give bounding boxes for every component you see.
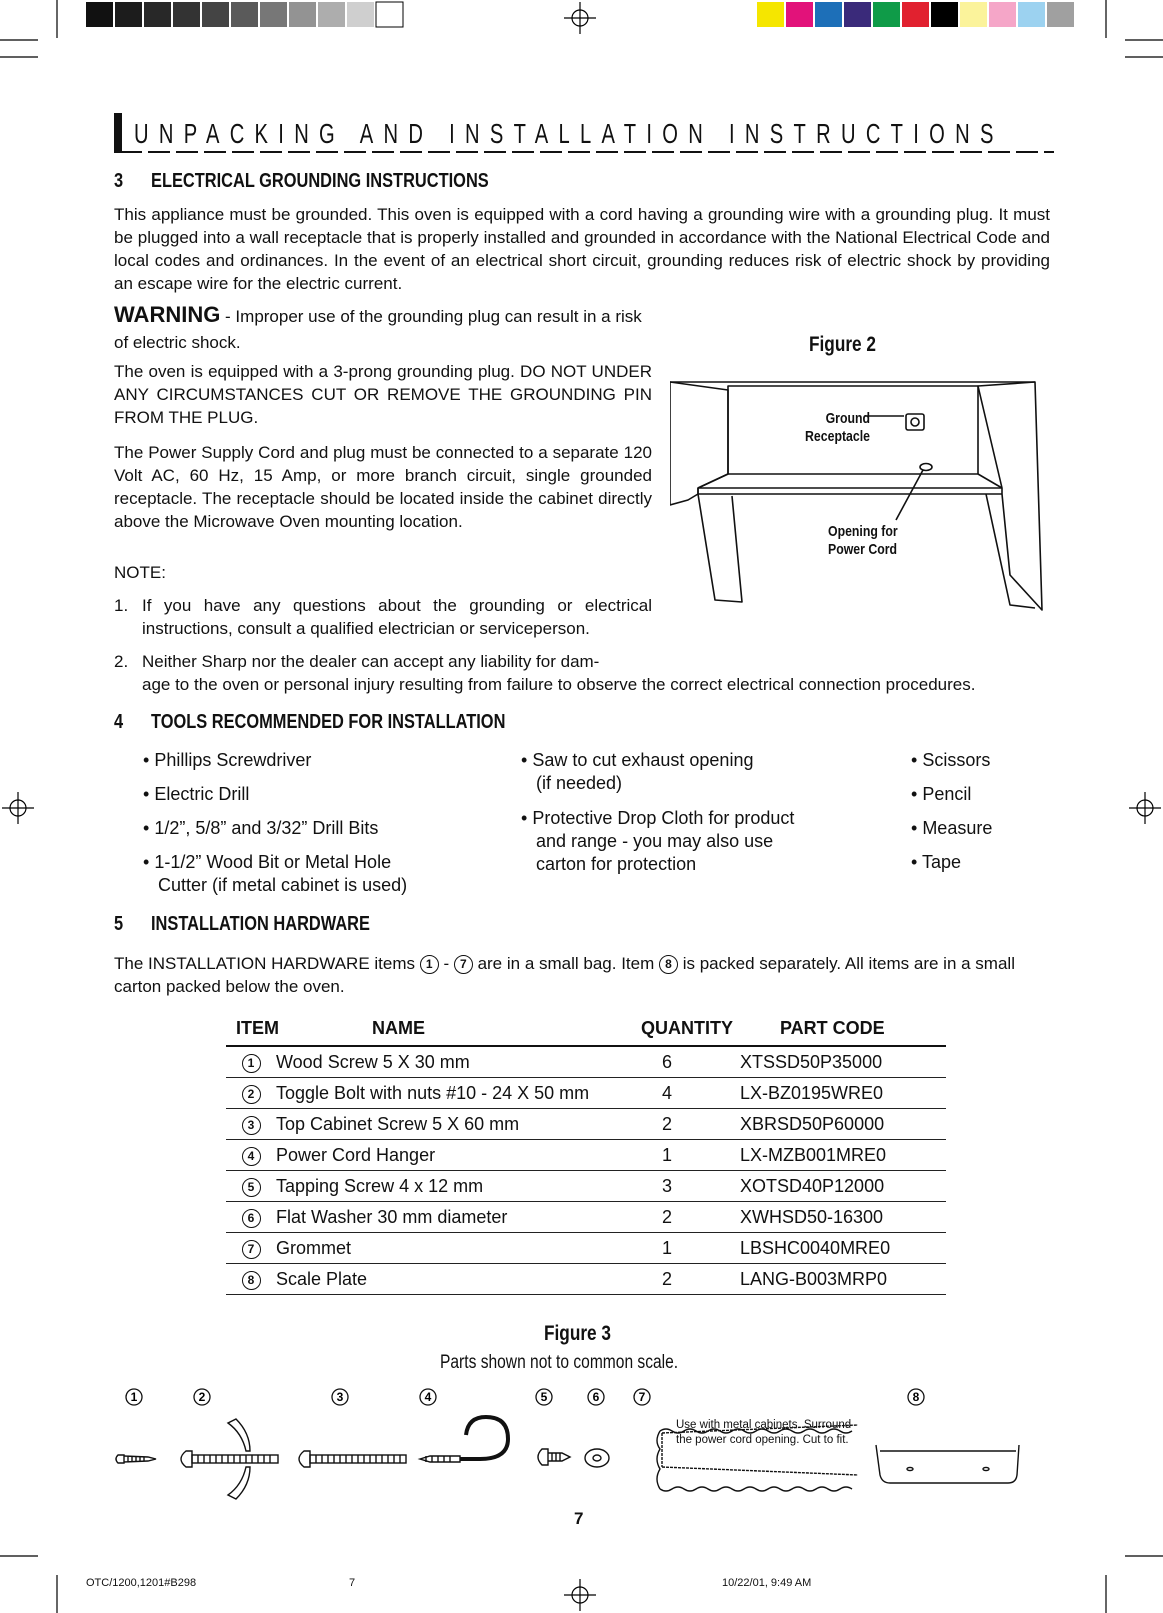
figure-3-item-label: 4: [424, 1390, 432, 1404]
section-3-intro: This appliance must be grounded. This oven is equipped with a cord having a grounding wire with a grounding plug. It must be plugged into a wall receptacle that is properly installed and grounded in accordance with the National Electrical Code and local codes and ordinances. In the event of an electrical short circuit, grounding reduces risk of electric shock by providing an escape wire for the electric current.: [114, 205, 1050, 293]
cell-quantity: 2: [662, 1202, 740, 1233]
parts-table-header: [226, 1018, 946, 1047]
section-5-title: INSTALLATION HARDWARE: [151, 913, 370, 935]
page-title: UNPACKING AND INSTALLATION INSTRUCTIONS: [134, 118, 1004, 149]
figure-3-item-label: 7: [638, 1390, 646, 1404]
cell-part-code: XBRSD50P60000: [740, 1109, 946, 1140]
col-header-name: NAME: [372, 1018, 425, 1038]
slug-page: 7: [349, 1577, 356, 1589]
registration-mark-top: [564, 2, 596, 34]
tool-item-continuation: carton for protection: [536, 854, 697, 874]
cell-quantity: 1: [662, 1233, 740, 1264]
note-label: NOTE:: [114, 563, 166, 582]
tool-item-continuation: Cutter (if metal cabinet is used): [158, 875, 408, 895]
tool-item: • Measure: [911, 818, 993, 838]
section-3-number: 3: [114, 170, 124, 192]
warning-text: - Improper use of the grounding plug can result in a risk of electric shock.: [114, 307, 642, 352]
item-number-badge: 2: [242, 1085, 261, 1104]
flat-washer-drawing: [585, 1449, 609, 1467]
cell-quantity: 1: [662, 1140, 740, 1171]
cell-part-code: XOTSD40P12000: [740, 1171, 946, 1202]
tool-item: • 1/2”, 5/8” and 3/32” Drill Bits: [143, 818, 379, 838]
col-header-part-code: PART CODE: [780, 1018, 885, 1038]
registration-mark-right: [1129, 792, 1161, 824]
color-bar: [757, 2, 1074, 27]
cell-name: Toggle Bolt with nuts #10 - 24 X 50 mm: [276, 1078, 662, 1109]
wood-screw-drawing: [116, 1455, 156, 1463]
table-row: [226, 1109, 946, 1140]
item-number-badge: 3: [242, 1116, 261, 1135]
col-header-quantity: QUANTITY: [641, 1018, 733, 1038]
cell-part-code: LANG-B003MRP0: [740, 1264, 946, 1295]
item-number-badge: 7: [242, 1240, 261, 1259]
figure-3-item-label: 3: [336, 1390, 344, 1404]
item-number-badge: 1: [242, 1054, 261, 1073]
figure-3-item-label: 8: [912, 1390, 920, 1404]
cell-item: [226, 1233, 276, 1264]
note-2-line-1: Neither Sharp nor the dealer can accept any liability for dam-: [142, 652, 600, 671]
section-3-title: ELECTRICAL GROUNDING INSTRUCTIONS: [151, 170, 489, 192]
section-4-number: 4: [114, 711, 124, 733]
section-4-title: TOOLS RECOMMENDED FOR INSTALLATION: [151, 711, 506, 733]
cell-item: [226, 1202, 276, 1233]
table-row: [226, 1233, 946, 1264]
tapping-screw-drawing: [538, 1449, 570, 1465]
registration-mark-bottom: [564, 1579, 596, 1611]
figure-3-title: Figure 3: [544, 1322, 611, 1345]
figure-3-item-label: 2: [198, 1390, 206, 1404]
tool-item-continuation: (if needed): [536, 773, 623, 793]
item-number-badge: 1: [420, 955, 439, 974]
table-row: [226, 1264, 946, 1295]
tool-item: • Saw to cut exhaust opening: [521, 750, 754, 770]
grounding-plug-paragraph: The oven is equipped with a 3-prong grounding plug. DO NOT UNDER ANY CIRCUMSTANCES CUT OR REMOVE THE GROUNDING PIN FROM THE PLUG.: [114, 362, 652, 427]
gray-scale-bar: [86, 2, 403, 27]
figure-3-parts-illustration: [110, 1385, 1060, 1505]
table-row: [226, 1078, 946, 1109]
section-5-intro: The INSTALLATION HARDWARE items 1 - 7 are in a small bag. Item 8 is packed separately. All items are in a small carton packed below the oven.: [114, 954, 1015, 996]
ground-receptacle-label: Ground Receptacle: [805, 410, 870, 445]
tool-item: • Protective Drop Cloth for product: [521, 808, 795, 828]
slug-file-name: OTC/1200,1201#B298: [86, 1577, 197, 1589]
tool-item: • Pencil: [911, 784, 972, 804]
figure-2-cabinet-illustration: [670, 370, 1050, 620]
grommet-note: Use with metal cabinets. Surround the power cord opening. Cut to fit.: [676, 1419, 852, 1446]
power-cord-hanger-drawing: [420, 1417, 508, 1462]
cell-name: Scale Plate: [276, 1264, 662, 1295]
opening-for-power-cord-label: Opening for Power Cord: [828, 523, 898, 558]
top-cabinet-screw-drawing: [299, 1451, 406, 1467]
scale-plate-drawing: [876, 1445, 1019, 1483]
cell-quantity: 6: [662, 1047, 740, 1078]
header-dashed-rule: [120, 150, 1054, 154]
note-1-number: 1.: [114, 596, 129, 615]
page-number: 7: [574, 1509, 584, 1528]
note-2-line-2: age to the oven or personal injury resulting from failure to observe the correct electrical connection procedures.: [142, 675, 976, 694]
cell-name: Top Cabinet Screw 5 X 60 mm: [276, 1109, 662, 1140]
cell-part-code: LX-BZ0195WRE0: [740, 1078, 946, 1109]
cell-part-code: XTSSD50P35000: [740, 1047, 946, 1078]
figure-3-subtitle: Parts shown not to common scale.: [440, 1352, 679, 1373]
cell-name: Wood Screw 5 X 30 mm: [276, 1047, 662, 1078]
item-number-badge: 7: [454, 955, 473, 974]
warning-label: WARNING: [114, 302, 221, 327]
tool-item: • Phillips Screwdriver: [143, 750, 312, 770]
cell-quantity: 2: [662, 1264, 740, 1295]
item-number-badge: 6: [242, 1209, 261, 1228]
tool-item: • Electric Drill: [143, 784, 250, 804]
figure-3-item-label: 6: [592, 1390, 600, 1404]
cell-item: [226, 1171, 276, 1202]
cell-quantity: 3: [662, 1171, 740, 1202]
item-number-badge: 4: [242, 1147, 261, 1166]
slug-date: 10/22/01, 9:49 AM: [722, 1577, 812, 1589]
cell-part-code: XWHSD50-16300: [740, 1202, 946, 1233]
registration-mark-left: [2, 792, 34, 824]
table-row: [226, 1171, 946, 1202]
cell-part-code: LX-MZB001MRE0: [740, 1140, 946, 1171]
tool-item: • Scissors: [911, 750, 991, 770]
cell-name: Flat Washer 30 mm diameter: [276, 1202, 662, 1233]
warning-paragraph: [114, 302, 647, 356]
figure-3-item-label: 1: [130, 1390, 138, 1404]
tool-item-continuation: and range - you may also use: [536, 831, 774, 851]
tool-item: • 1-1/2” Wood Bit or Metal Hole: [143, 852, 392, 872]
table-row: [226, 1202, 946, 1233]
cell-name: Tapping Screw 4 x 12 mm: [276, 1171, 662, 1202]
cell-quantity: 2: [662, 1109, 740, 1140]
cell-item: [226, 1109, 276, 1140]
cell-name: Grommet: [276, 1233, 662, 1264]
cell-quantity: 4: [662, 1078, 740, 1109]
section-5-number: 5: [114, 913, 124, 935]
toggle-bolt-drawing: [181, 1419, 278, 1499]
cell-item: [226, 1047, 276, 1078]
tool-item: • Tape: [911, 852, 962, 872]
parts-table: [226, 1047, 946, 1295]
cell-name: Power Cord Hanger: [276, 1140, 662, 1171]
table-row: [226, 1047, 946, 1078]
section-3-heading: [114, 170, 125, 193]
cell-item: [226, 1078, 276, 1109]
figure-2-title: Figure 2: [809, 333, 876, 356]
cell-part-code: LBSHC0040MRE0: [740, 1233, 946, 1264]
note-1-text: If you have any questions about the grounding or electrical instructions, consult a qualified electrician or serviceperson.: [142, 596, 652, 638]
item-number-badge: 8: [242, 1271, 261, 1290]
figure-3-item-label: 5: [540, 1390, 548, 1404]
header-bar: [114, 113, 122, 153]
cell-item: [226, 1140, 276, 1171]
cell-item: [226, 1264, 276, 1295]
item-number-badge: 5: [242, 1178, 261, 1197]
power-supply-paragraph: The Power Supply Cord and plug must be connected to a separate 120 Volt AC, 60 Hz, 15 Amp, or more branch circuit, single grounded receptacle. The receptacle should be located inside the cabinet directly above the Microwave Oven mounting location.: [114, 443, 652, 531]
item-number-badge: 8: [659, 955, 678, 974]
note-2-number: 2.: [114, 652, 129, 671]
col-header-item: ITEM: [236, 1018, 279, 1038]
table-row: [226, 1140, 946, 1171]
